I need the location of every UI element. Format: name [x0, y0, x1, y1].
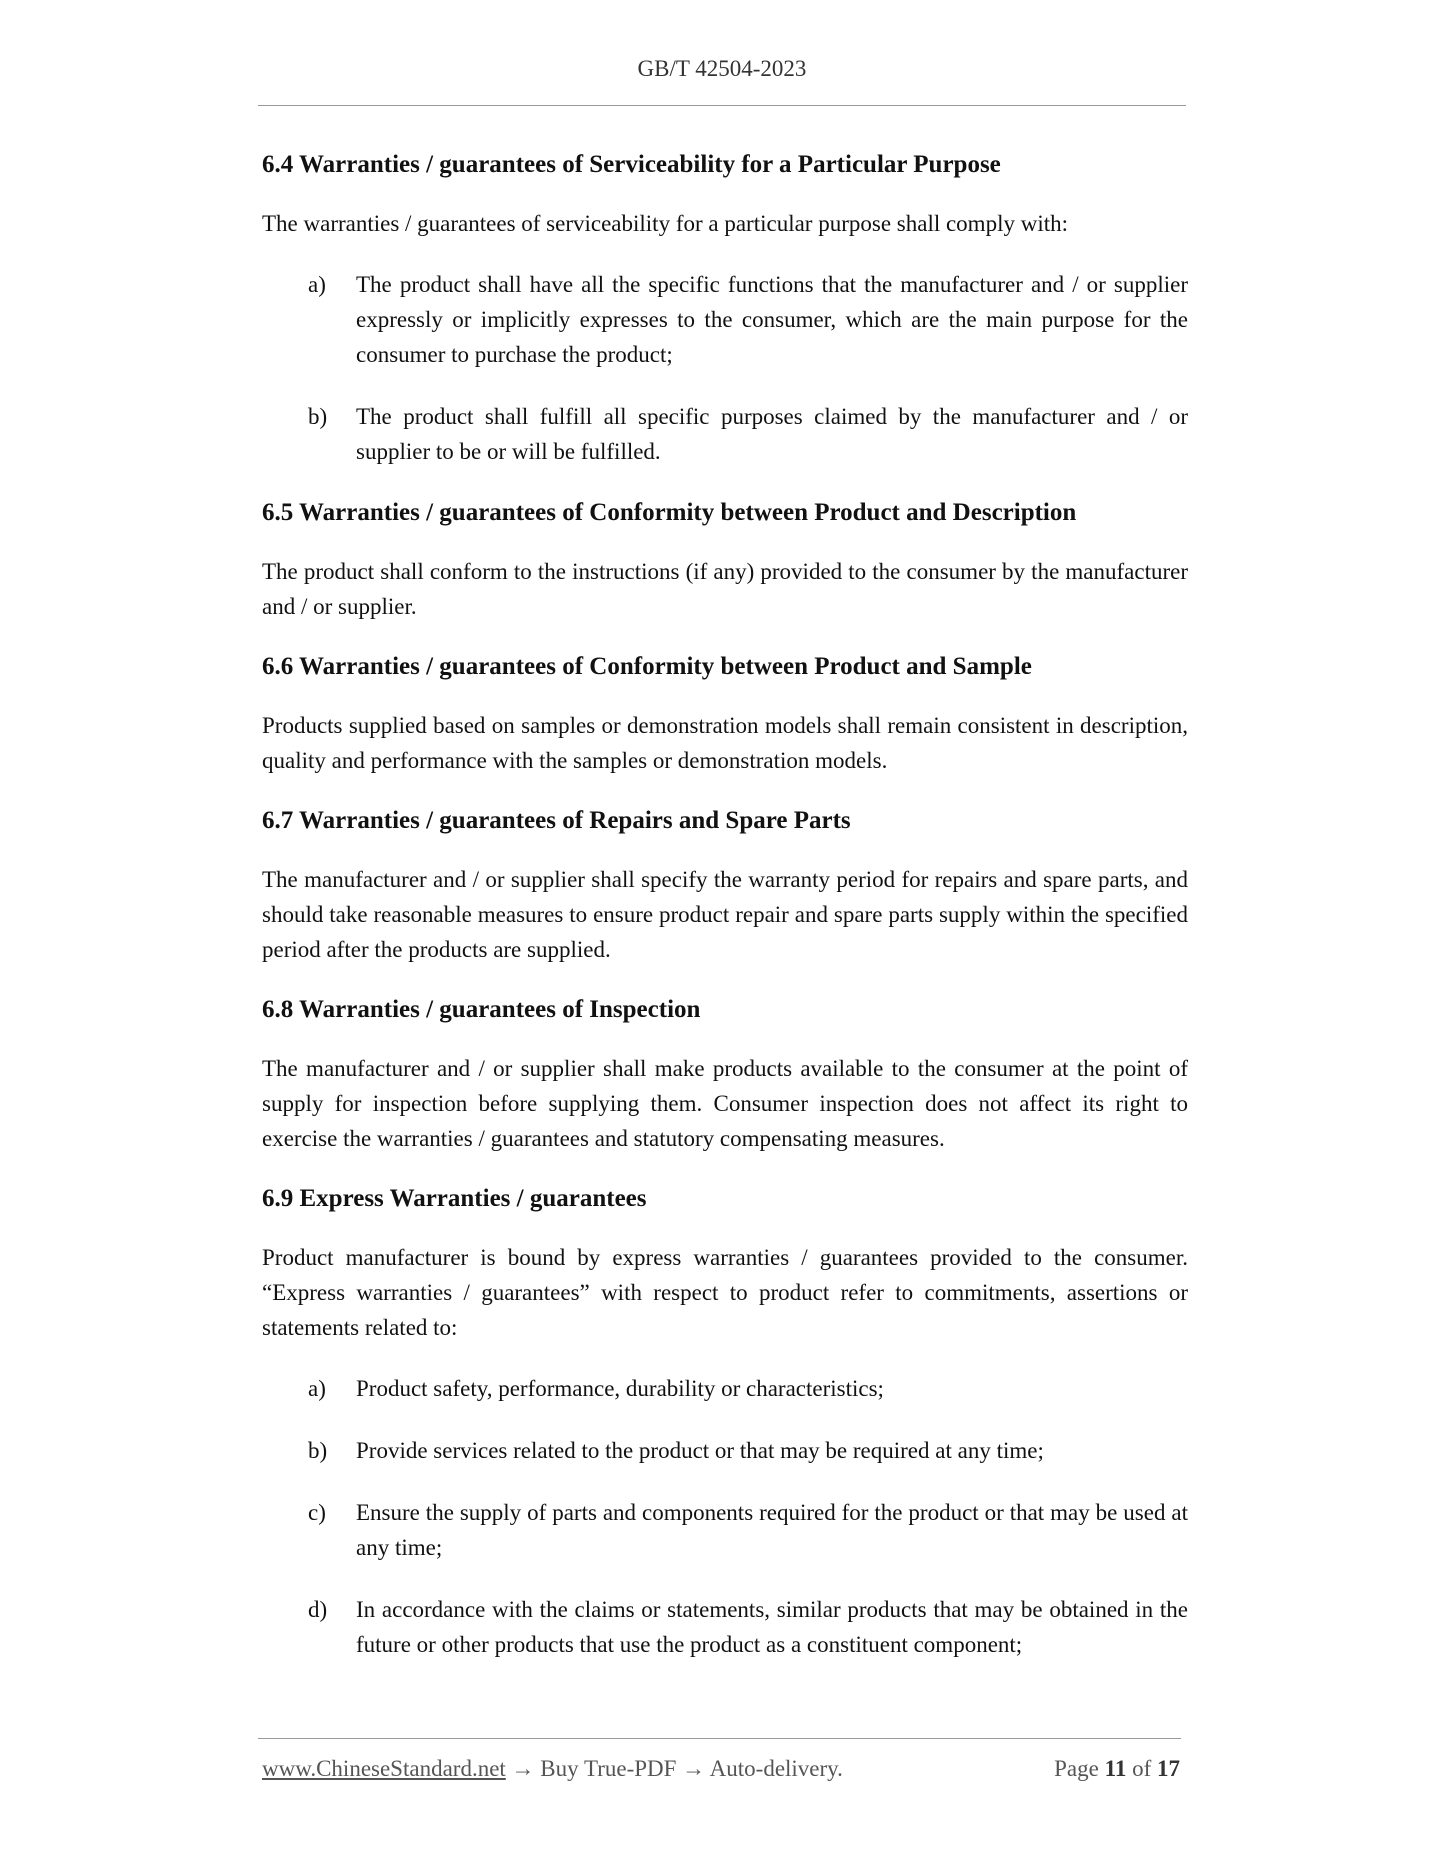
- list-marker: b): [308, 1438, 328, 1463]
- footer-tail-text: → Buy True-PDF → Auto-delivery.: [505, 1756, 843, 1781]
- section-intro-6-9: Product manufacturer is bound by express warranties / guarantees provided to the consumer. “Express warranties / guarantees” with respect to product refer to commitments, assertions or statements related to:: [262, 1245, 1188, 1340]
- section-heading-6-9: 6.9 Express Warranties / guarantees: [262, 1185, 647, 1212]
- list-item-6-9-a: [262, 1371, 1188, 1406]
- section-intro-6-4: The warranties / guarantees of serviceability for a particular purpose shall comply with:: [262, 211, 1068, 236]
- page-number: 11: [1104, 1756, 1127, 1781]
- section-heading-6-7: 6.7 Warranties / guarantees of Repairs and Spare Parts: [262, 807, 851, 834]
- total-pages: 17: [1157, 1756, 1180, 1781]
- list-item-6-9-d: [262, 1592, 1188, 1662]
- section-body-6-8: The manufacturer and / or supplier shall make products available to the consumer at the point of supply for inspection before supplying them. Consumer inspection does not affect its right to exercise the warranties / guarantees and statutory compensating measures.: [262, 1056, 1188, 1151]
- list-text: Ensure the supply of parts and components required for the product or that may be used at any time;: [356, 1500, 1188, 1560]
- page-indicator: [1054, 1756, 1180, 1782]
- list-text: Product safety, performance, durability or characteristics;: [356, 1376, 884, 1401]
- list-marker: a): [308, 272, 326, 297]
- list-item-6-4-b: [262, 399, 1188, 469]
- footer-promo: [262, 1756, 843, 1782]
- section-heading-6-5: 6.5 Warranties / guarantees of Conformity between Product and Description: [262, 499, 1077, 526]
- list-item-6-9-c: [262, 1495, 1188, 1565]
- document-body: [262, 148, 1188, 1689]
- list-text: The product shall have all the specific functions that the manufacturer and / or supplier expressly or implicitly expresses to the consumer, which are the main purpose for the consumer to purchase the product;: [356, 272, 1188, 367]
- section-heading-6-6: 6.6 Warranties / guarantees of Conformity between Product and Sample: [262, 653, 1032, 680]
- section-heading-6-4: 6.4 Warranties / guarantees of Serviceability for a Particular Purpose: [262, 151, 1001, 178]
- list-marker: d): [308, 1597, 328, 1622]
- section-heading-6-8: 6.8 Warranties / guarantees of Inspection: [262, 996, 701, 1023]
- list-marker: b): [308, 404, 328, 429]
- section-body-6-5: The product shall conform to the instructions (if any) provided to the consumer by the manufacturer and / or supplier.: [262, 559, 1188, 619]
- list-text: Provide services related to the product or that may be required at any time;: [356, 1438, 1044, 1463]
- document-header: GB/T 42504-2023: [637, 56, 807, 81]
- section-body-6-6: Products supplied based on samples or demonstration models shall remain consistent in description, quality and performance with the samples or demonstration models.: [262, 713, 1188, 773]
- list-text: In accordance with the claims or statements, similar products that may be obtained in the future or other products that use the product as a constituent component;: [356, 1597, 1188, 1657]
- list-marker: a): [308, 1376, 326, 1401]
- header-divider: [258, 105, 1186, 106]
- list-item-6-4-a: [262, 267, 1188, 372]
- list-text: The product shall fulfill all specific purposes claimed by the manufacturer and / or supplier to be or will be fulfilled.: [356, 404, 1188, 464]
- footer-divider: [258, 1738, 1181, 1739]
- website-link[interactable]: www.ChineseStandard.net: [262, 1756, 506, 1781]
- list-marker: c): [308, 1500, 326, 1525]
- page-label: Page: [1054, 1756, 1099, 1781]
- list-item-6-9-b: [262, 1433, 1188, 1468]
- section-body-6-7: The manufacturer and / or supplier shall specify the warranty period for repairs and spare parts, and should take reasonable measures to ensure product repair and spare parts supply within the specified period after the products are supplied.: [262, 867, 1188, 962]
- of-label: of: [1132, 1756, 1152, 1781]
